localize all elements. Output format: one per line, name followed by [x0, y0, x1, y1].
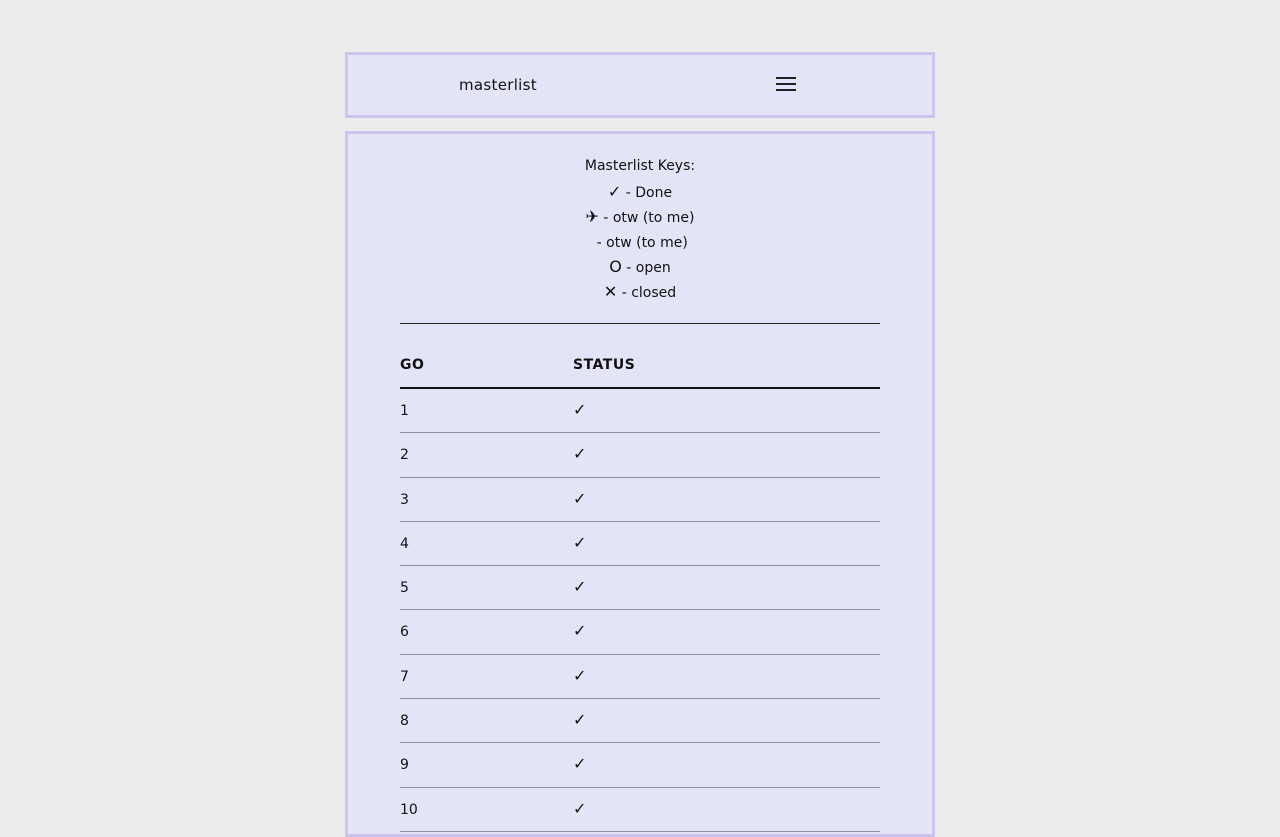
- masterlist-keys: [348, 154, 932, 304]
- table-header: [400, 347, 880, 389]
- cross-icon: ✕: [603, 282, 618, 301]
- go-number: 7: [400, 668, 409, 685]
- open-circle-icon: O: [609, 257, 622, 276]
- go-number: 2: [400, 447, 409, 464]
- key-item-otw: [348, 229, 932, 254]
- status-check-icon: ✓: [573, 400, 587, 419]
- status-check-icon: ✓: [573, 444, 587, 464]
- column-header-status: STATUS: [573, 357, 636, 373]
- go-number: 3: [400, 491, 409, 508]
- masterlist-table: [400, 347, 880, 832]
- table-row: [400, 433, 880, 477]
- status-check-icon: ✓: [573, 488, 587, 508]
- key-label: - closed: [617, 285, 677, 301]
- go-number: 9: [400, 757, 409, 774]
- key-label: - otw (to me): [598, 210, 695, 226]
- table-row: [400, 610, 880, 654]
- status-check-icon: ✓: [573, 710, 587, 730]
- site-title[interactable]: masterlist: [459, 76, 537, 94]
- table-row: [400, 522, 880, 566]
- key-label: - Done: [621, 185, 673, 201]
- key-label: - open: [621, 260, 671, 276]
- key-item-open: [348, 254, 932, 279]
- table-row: [400, 655, 880, 699]
- status-check-icon: ✓: [573, 577, 587, 597]
- divider: [400, 323, 880, 324]
- main-panel: [345, 131, 935, 837]
- airplane-icon: ✈: [585, 207, 599, 226]
- key-item-closed: [348, 279, 932, 304]
- column-header-go: GO: [400, 357, 425, 373]
- table-row: [400, 389, 880, 433]
- key-item-otw-plane: [348, 204, 932, 229]
- table-row: [400, 743, 880, 787]
- go-number: 1: [400, 403, 409, 419]
- keys-heading: Masterlist Keys:: [584, 158, 696, 174]
- go-number: 4: [400, 535, 409, 552]
- status-check-icon: ✓: [573, 754, 587, 774]
- go-number: 6: [400, 624, 409, 641]
- table-row: [400, 788, 880, 832]
- table-row: [400, 478, 880, 522]
- header-panel: [345, 52, 935, 118]
- status-check-icon: ✓: [573, 665, 587, 685]
- status-check-icon: ✓: [573, 798, 587, 818]
- go-number: 8: [400, 713, 409, 730]
- key-label: - otw (to me): [592, 235, 688, 251]
- status-check-icon: ✓: [573, 621, 587, 641]
- check-icon: ✓: [607, 182, 622, 201]
- key-item-done: [348, 179, 932, 204]
- go-number: 10: [400, 801, 418, 818]
- status-check-icon: ✓: [573, 532, 587, 552]
- hamburger-menu-icon[interactable]: [776, 75, 796, 93]
- table-row: [400, 566, 880, 610]
- table-row: [400, 699, 880, 743]
- go-number: 5: [400, 580, 409, 597]
